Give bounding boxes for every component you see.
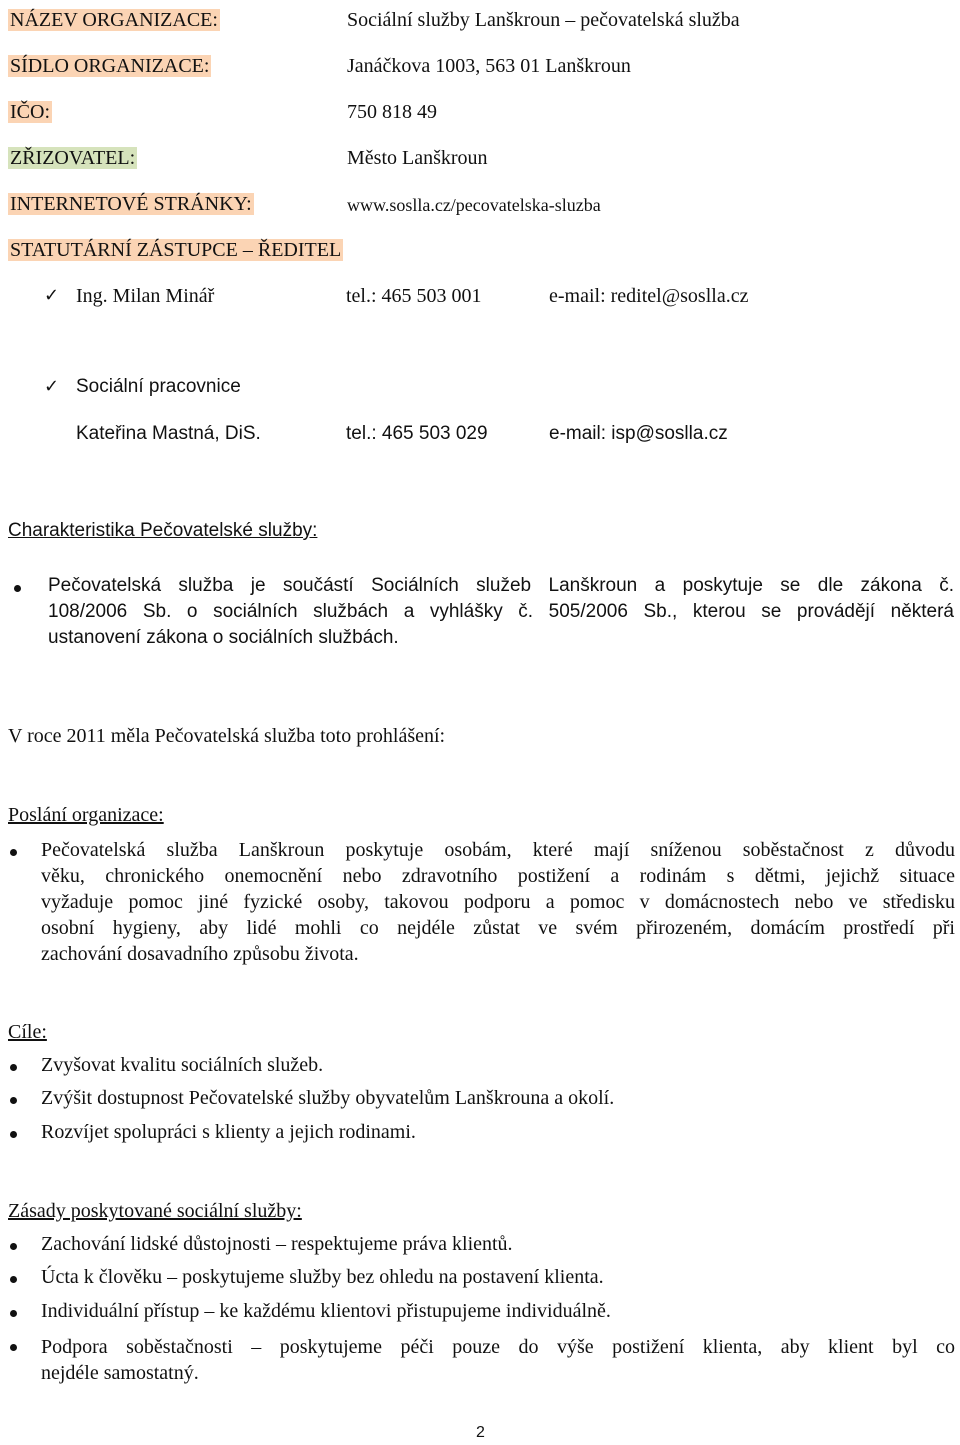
characteristics-line-2: 108/2006 Sb. o sociálních službách a vyhlášky č. 505/2006 Sb., kterou se provádějí některá xyxy=(48,601,954,622)
goal-item: Zvyšovat kvalitu sociálních služeb. xyxy=(41,1054,324,1076)
goal-item: Rozvíjet spolupráci s klienty a jejich rodinami. xyxy=(41,1121,416,1143)
mission-line-5: zachování dosavadního způsobu života. xyxy=(41,943,359,965)
goal-item: Zvýšit dostupnost Pečovatelské služby obyvatelům Lanškrouna a okolí. xyxy=(41,1087,615,1109)
principle-item: Individuální přístup – ke každému klientovi přistupujeme individuálně. xyxy=(41,1300,611,1322)
characteristics-heading: Charakteristika Pečovatelské služby: xyxy=(8,520,318,541)
director-phone: tel.: 465 503 001 xyxy=(346,285,482,307)
goals-heading: Cíle: xyxy=(8,1021,47,1043)
principle-item-line-2: nejdéle samostatný. xyxy=(41,1362,199,1384)
page-number: 2 xyxy=(476,1424,485,1441)
bullet-icon xyxy=(10,1064,17,1071)
checkmark-icon: ✓ xyxy=(44,376,60,397)
mission-line-2: věku, chronického onemocnění nebo zdravotního postižení a rodinám s dětmi, jejichž situace xyxy=(41,865,955,887)
social-worker-heading: Sociální pracovnice xyxy=(76,376,241,397)
bullet-icon xyxy=(10,1310,17,1317)
principles-heading: Zásady poskytované sociální služby: xyxy=(8,1200,302,1222)
social-worker-email[interactable]: e-mail: isp@soslla.cz xyxy=(549,423,728,444)
principle-item-line-1: Podpora soběstačnosti – poskytujeme péči pouze do výše postižení klienta, aby klient byl co xyxy=(41,1336,955,1358)
founder-value: Město Lanškroun xyxy=(347,147,488,169)
mission-line-1: Pečovatelská služba Lanškroun poskytuje osobám, které mají sníženou soběstačnost z důvodu xyxy=(41,839,955,861)
ico-value: 750 818 49 xyxy=(347,101,437,123)
bullet-icon xyxy=(14,585,21,592)
principle-item: Úcta k člověku – poskytujeme služby bez ohledu na postavení klienta. xyxy=(41,1266,604,1288)
director-name: Ing. Milan Minář xyxy=(76,285,215,307)
mission-line-3: vyžaduje pomoc jiné fyzické osoby, takovou podporu a pomoc v domácnostech nebo ve středisku xyxy=(41,891,955,913)
org-name-label: NÁZEV ORGANIZACE: xyxy=(10,9,218,31)
mission-line-4: osobní hygieny, aby lidé mohli co nejdéle zůstat ve svém přirozeném, domácím prostředí při xyxy=(41,917,955,939)
bullet-icon xyxy=(10,1097,17,1104)
founder-label: ZŘIZOVATEL: xyxy=(10,147,136,169)
org-seat-value: Janáčkova 1003, 563 01 Lanškroun xyxy=(347,55,631,77)
bullet-icon xyxy=(10,1344,17,1351)
bullet-icon xyxy=(10,1243,17,1250)
social-worker-phone: tel.: 465 503 029 xyxy=(346,423,488,444)
director-email[interactable]: e-mail: reditel@soslla.cz xyxy=(549,285,749,307)
bullet-icon xyxy=(10,1276,17,1283)
characteristics-line-3: ustanovení zákona o sociálních službách. xyxy=(48,627,399,648)
website-label: INTERNETOVÉ STRÁNKY: xyxy=(10,193,252,215)
ico-label: IČO: xyxy=(10,101,50,123)
social-worker-name: Kateřina Mastná, DiS. xyxy=(76,423,261,444)
bullet-icon xyxy=(10,1131,17,1138)
principle-item: Zachování lidské důstojnosti – respektujeme práva klientů. xyxy=(41,1233,513,1255)
bullet-icon xyxy=(10,849,17,856)
website-link[interactable]: www.soslla.cz/pecovatelska-sluzba xyxy=(347,195,601,215)
org-name-value: Sociální služby Lanškroun – pečovatelská služba xyxy=(347,9,740,31)
mission-heading: Poslání organizace: xyxy=(8,804,164,826)
statement-text: V roce 2011 měla Pečovatelská služba toto prohlášení: xyxy=(8,725,446,747)
org-seat-label: SÍDLO ORGANIZACE: xyxy=(10,55,210,77)
checkmark-icon: ✓ xyxy=(44,285,60,306)
statutory-heading: STATUTÁRNÍ ZÁSTUPCE – ŘEDITEL xyxy=(10,239,342,261)
characteristics-line-1: Pečovatelská služba je součástí Sociálních služeb Lanškroun a poskytuje se dle zákona č. xyxy=(48,575,954,596)
